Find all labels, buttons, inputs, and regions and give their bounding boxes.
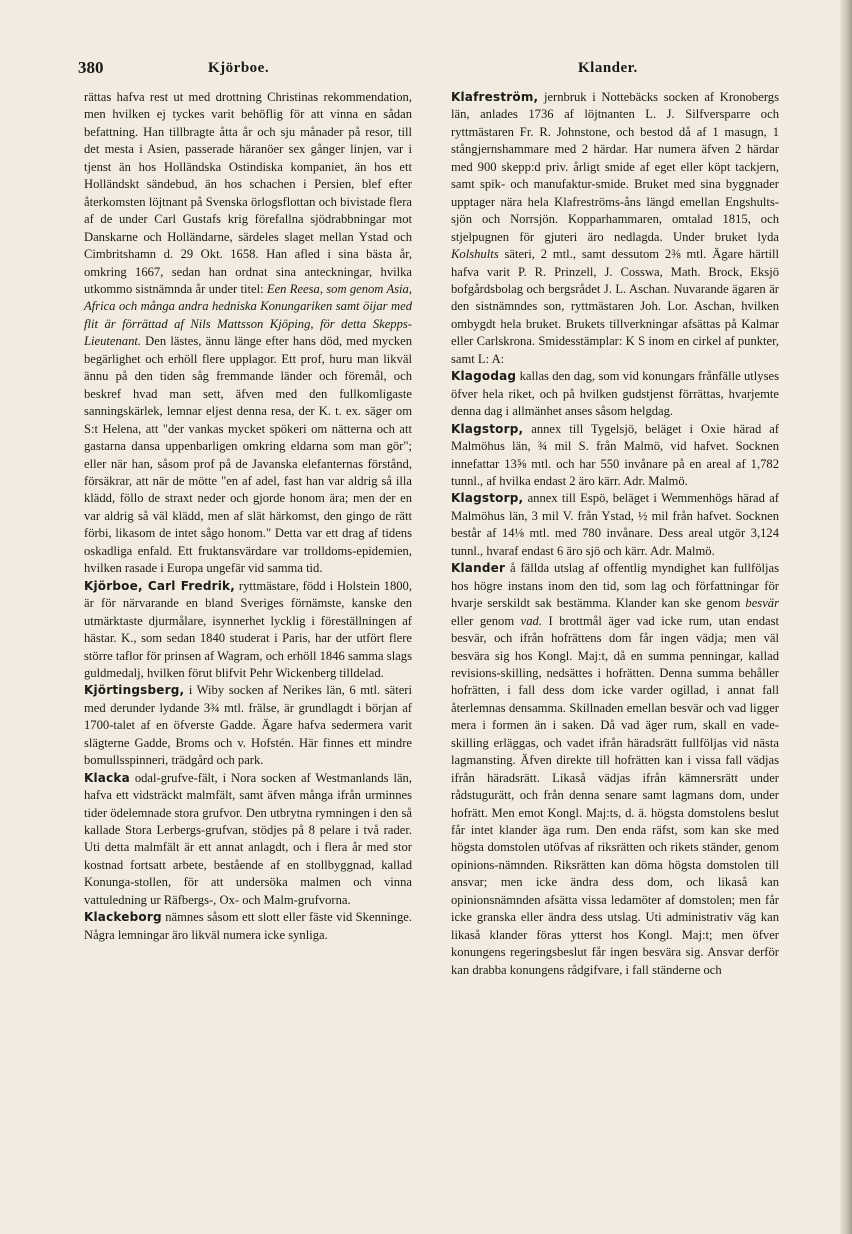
paragraph-text: rättas hafva rest ut med drottning Christinas rekommendation, men hvilken ej tyckes varit behöflig för att vinna en sådan befattning. Han tillbragte åtta år och sju månader på resor, till det mesta i Asien, passerade häranöer sex gånger linjen, var i tjenst än hos Holländska Ostindiska kompaniet, än hos ett Holländskt sändebud, än hos schachen i Persien, blef efter återkomsten löjtnant på Svenska örlogsflottan och bivistade flera af de under Carl Gustafs krig förefallna sjödrabbningar mot Danskarne och Holländarne, särdeles slaget mellan Ystad och Cimbritshamn d. 29 Okt. 1658. Han afled i sina bästa år, omkring 1667, sedan han ordnat sina anteckningar, hvilka utkommo sistnämnda år under titel:: [84, 90, 412, 296]
entry-term: Klagstorp,: [451, 491, 524, 506]
entry-klander: [451, 560, 779, 979]
entry-term: Kjörtingsberg,: [84, 683, 185, 698]
entry-term: Klafreström,: [451, 90, 539, 104]
entry-term: Klackeborg: [84, 910, 162, 925]
entry-text: ryttmästare, född i Holstein 1800, är för närvarande en bland Sveriges förnämste, kanske den utmärktaste djurmålare, isynnerhet lycklig i föreställningen af hästar. K., som sedan 1840 studerat i Paris, har der utfört flere större taflor för prinsen af Wagram, och erhöll 1846 samma slags guldmedalj, hvilken förut blifvit Pehr Wickenberg tilldelad.: [84, 578, 412, 680]
entry-klafrestrom: [451, 89, 779, 368]
entry-text: säteri, 2 mtl., samt dessutom 2⅜ mtl. Ägare härtill hafva varit P. R. Prinzell, J. Cosswa, Math. Brock, Eksjö bofgårdsbolag och bergsrådet J. L. Aschan. Nuvarande ägaren är den sistnämndes son, ryttmästaren Joh. Lor. Aschan, hvilken ombygdt hela bruket. Brukets tillverkningar afsättas på Kalmar eller Carlskrona. Smidesstämplar: K S inom en cirkel af punkter, samt L: A:: [451, 247, 779, 366]
entry-text: annex till Espö, beläget i Wemmenhögs härad af Malmöhus län, 3 mil V. från Ystad, ½ mil från hafvet. Socknen består af 14⅛ mtl. med 780 invånare. Dess areal utgör 3,124 tunnl., hvaraf endast 6 äro sjö och kärr. Adr. Malmö.: [451, 491, 779, 558]
entry-text: i Wiby socken af Nerikes län, 6 mtl. säteri med derunder lydande 3¾ mtl. frälse, är grundlagdt i början af 1700-talet af en öfverste Gadde. Ägare hafva sedermera varit slägterne Gadde, Broms och v. Hofstén. Här finnes ett mindre bomullsspinneri, trädgård och park.: [84, 683, 412, 768]
running-head-right: Klander.: [578, 60, 638, 76]
entry-klackeborg: [84, 909, 412, 944]
book-title: Een Reesa, som genom Asia, Africa och många andra hedniska Konungariken samt öijar med flit är förrättad af Nils Mattsson Kjöping, för detta Skepps-Lieutenant.: [84, 281, 412, 349]
entry-text: å fällda utslag af offentlig myndighet kan fullföljas hos högre instans inom den tid, som lag och författningar för hvarje serskildt sak bestämma. Klander kan ske genom: [451, 561, 779, 611]
page-header: [78, 58, 778, 84]
entry-text: odal-grufve-fält, i Nora socken af Westmanlands län, hafva ett vidsträckt malmfält, samt äfven många ifrån urminnes tider ödelemnade stora grufvor. Den utbrytna rymningen i den så kallade Stora Lerbergs-grufvan, stödjes på 8 pelare i två rader. Uti detta malmfält är ett annat anlagdt, och i flera år med stor kostnad fortsatt arbete, bestående af en stollbyggnad, kallad Konunga-stollen, för att undersöka malmen och vinna vattuledning ur Räfbergs-, Ox- och Malm-grufvorna.: [84, 770, 412, 907]
entry-term: Klagodag: [451, 369, 517, 384]
entry-text: nämnes såsom ett slott eller fäste vid Skenninge. Några lemningar äro likväl numera icke synliga.: [84, 910, 412, 942]
entry-text: eller genom: [451, 613, 521, 628]
paragraph-text: Den lästes, ännu länge efter hans död, med mycken begärlighet och erhöll flere upplagor. Ett prof, huru man likväl ännu på den tiden såg fremmande länder och föremål, och beskref hvad man sett, äfven med den fullkomligaste sanningskärlek, lemnar eljest denna resa, der K. t. ex. säger om S:t Helena, att "der vankas mycket spökeri om nätterna och att gastarna dansa uppenbarligen omkring eldarna som man gör"; eller när han, såsom prof på de Javanska elefanternas förstånd, försäkrar, att när de mötte "en af adel, fast han var aldrig så illa klädd, föllo de straxt neder och gjorde honom ära; men der en var aldrig så väl klädd, men af slät härkomst, den gingo de rätt förbi, likasom de intet sågo honom." Detta var ett drag af tidens oskadliga enfald. Ett fruktansvärdare var trolldoms-epidemien, hvilken rasade i Europa ungefär vid samma tid.: [84, 334, 412, 576]
entry-kjortingsberg: [84, 682, 412, 769]
entry-text: I brottmål äger vad icke rum, utan endast besvär, och ifrån hofrättens dom får ingen vädja; men väl besvära sig hos Kongl. Maj:t, då en summa penningar, kallad revisions-skilling, nedsättes i hofrätten. Denna summa behåller hofrätten, i fall dess dom icke varder ogillad, i annat fall återlemnas densamma. Skillnaden emellan besvär och vad ligger mera i formen än i saken. Då vad äger rum, skall en vade-skilling erläggas, och vadet ifrån häradsrätt fullföljas vid nästa lagmansting. Äfven direkte till hofrätten kan i vissa fall vädjas ifrån häradsrätt. Likaså vädjas ifrån kämnersrätt under rådstugurätt, och från denna senare samt lagmans dom, under hofrätt. Men emot Kongl. Maj:ts, d. ä. högsta domstolens beslut får intet klander äga rum. Den enda räfst, som kan ske med högsta domstolen utöfvas af riksrätten och rikets ständer, genom opinions-nämnden. Riksrätten kan döma högsta domstolen till ansvar; men icke ändra dess dom, och likaså kan opinionsnämnden afsätta vissa ledamöter af domstolen; men får icke granska eller ändra dess utslag. Uti administrativ väg kan likaså klander föras ytterst hos Kongl. Maj:t; men öfver konungens regeringsbeslut får ingen besvära sig. Ansvar derför kan drabba konungens rådgifvare, i fall ständerne och: [451, 613, 779, 977]
page-number: 380: [78, 58, 104, 77]
entry-term: Klander: [451, 561, 506, 576]
entry-klagstorp-1: [451, 421, 779, 491]
running-head-left: Kjörboe.: [208, 60, 270, 76]
entry-text: kallas den dag, som vid konungars frånfälle utlyses öfver hela riket, och på hvilken gudstjenst förrättas, hvarjemte denna dag i allmänhet anses såsom helgdag.: [451, 369, 779, 419]
italic-term: vad.: [520, 613, 542, 628]
entry-term: Klacka: [84, 770, 130, 785]
entry-klagodag: [451, 368, 779, 420]
entry-klacka: [84, 770, 412, 910]
entry-text: annex till Tygelsjö, beläget i Oxie härad af Malmöhus län, ¾ mil S. från Malmö, vid hafvet. Socknen innefattar 13⅝ mtl. och har 550 invånare på en areal af 1,782 tunnl., af hvilka endast 2 äro kärr. Adr. Malmö.: [451, 421, 779, 488]
continued-paragraph: [84, 89, 412, 578]
left-column: [84, 89, 412, 944]
italic-term: besvär: [745, 596, 779, 611]
entry-kjorboe: [84, 578, 412, 683]
right-column: [451, 89, 779, 979]
entry-term: Klagstorp,: [451, 421, 524, 436]
entry-text: jernbruk i Nottebäcks socken af Kronobergs län, anlades 1736 af löjtnanten L. J. Silfversparre och ryttmästaren Fr. R. Johnstone, och bestod då af 1 masugn, 1 stångjernshammare med 2 härdar. Har numera äfven 2 härdar med 900 skepp:d priv. årligt smide af eget eller köpt tackjern, samt spik- och manufaktur-smide. Bruket med sina byggnader upptager nära hela Klafreströms-åns längd emellan Engshults-sjön och Norrsjön. Kopparhammaren, omtalad 1815, och stjelpugnen för gjuteri äro nedlagda. Under bruket lyda: [451, 90, 779, 244]
entry-term: Kjörboe, Carl Fredrik,: [84, 578, 235, 593]
entry-klagstorp-2: [451, 490, 779, 560]
place-name: Kolshults: [451, 247, 499, 262]
page-edge: [840, 0, 852, 1234]
